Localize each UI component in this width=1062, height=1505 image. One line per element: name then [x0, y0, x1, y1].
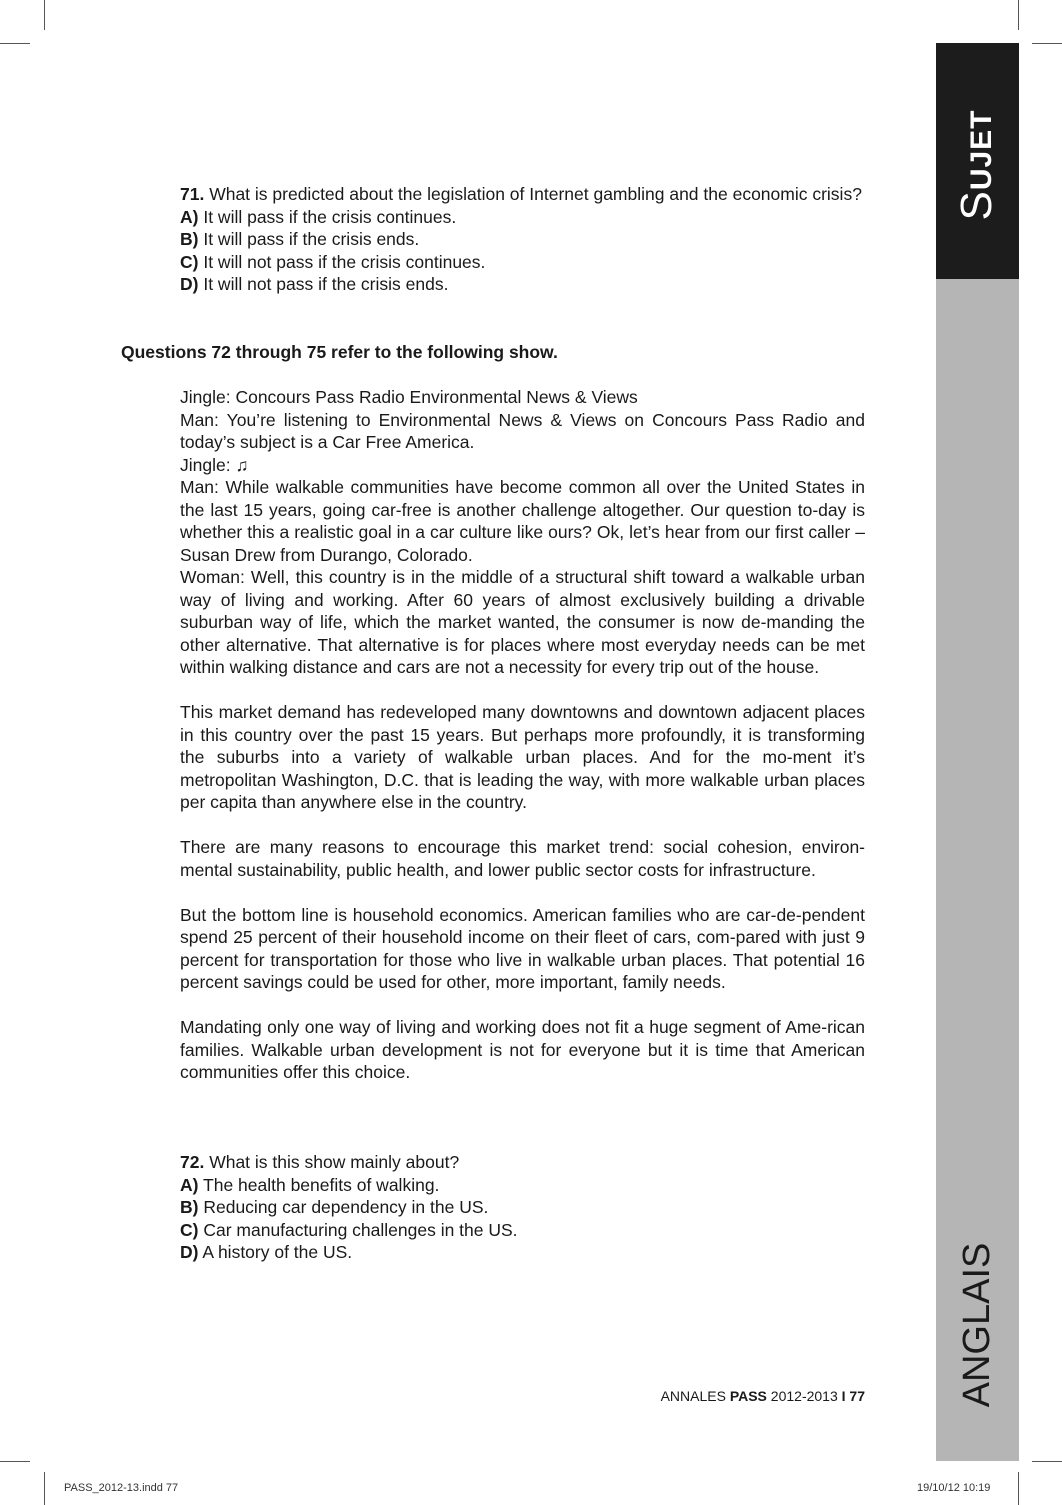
transcript-line: Jingle: ♫	[180, 454, 249, 475]
answer-option: D) A history of the US.	[180, 1242, 353, 1262]
transcript-line: Jingle: Concours Pass Radio Environmental News & Views	[180, 387, 638, 407]
page-number: 77	[849, 1388, 865, 1404]
print-slug-file: PASS_2012-13.indd 77	[64, 1482, 179, 1494]
transcript-paragraph: Mandating only one way of living and working does not fit a huge segment of Ame-rican families. Walkable urban development is not for everyone but it is time that American communities offer this choice.	[180, 1017, 865, 1082]
answer-option: C) It will not pass if the crisis continues.	[180, 251, 486, 272]
crop-mark	[0, 1461, 30, 1462]
question-71-stem: 71. What is predicted about the legislation of Internet gambling and the economic crisis?	[180, 184, 862, 204]
transcript-line: Woman: Well, this country is in the middle of a structural shift toward a walkable urban way of living and working. After 60 years of almost exclusively building a drivable suburban way of life, which the market wanted, the consumer is now de-manding the other alternative. That alternative is for places where most everyday needs can be met within walking distance and cars are not a necessity for every trip out of the house.	[180, 567, 865, 677]
transcript-line: Man: You’re listening to Environmental News & Views on Concours Pass Radio and today’s subject is a Car Free America.	[180, 409, 865, 452]
question-72	[180, 1151, 865, 1264]
answer-option: C) Car manufacturing challenges in the US.	[180, 1219, 518, 1240]
transcript-paragraph: But the bottom line is household economics. American families who are car-de-pendent spend 25 percent of their household income on their fleet of cars, com-pared with just 9 percent for transportation for those who live in walkable urban places. That potential 16 percent savings could be used for other, more important, family needs.	[180, 904, 865, 992]
section-heading: Questions 72 through 75 refer to the following show.	[121, 342, 558, 362]
subject-label: ANGLAIS	[956, 1242, 998, 1408]
answer-option: B) It will pass if the crisis ends.	[180, 229, 420, 249]
crop-mark	[1032, 43, 1062, 44]
crop-mark	[0, 43, 30, 44]
print-slug-date: 19/10/12 10:19	[917, 1482, 991, 1494]
answer-option: A) It will pass if the crisis continues.	[180, 206, 457, 227]
crop-mark	[44, 0, 45, 30]
question-71	[180, 183, 865, 296]
crop-mark	[1032, 1461, 1062, 1462]
question-72-stem: 72. What is this show mainly about?	[180, 1152, 460, 1172]
crop-mark	[1018, 0, 1019, 30]
transcript-paragraph: There are many reasons to encourage this market trend: social cohesion, environ-mental sustainability, public health, and lower public sector costs for infrastructure.	[180, 837, 865, 880]
crop-mark	[1018, 1472, 1019, 1505]
answer-option: B) Reducing car dependency in the US.	[180, 1197, 489, 1217]
page-footer: ANNALES PASS 2012-2013 I 77	[660, 1388, 865, 1404]
section-label: SUJET	[952, 109, 1001, 221]
answer-option: A) The health benefits of walking.	[180, 1174, 440, 1195]
transcript-paragraph: This market demand has redeveloped many downtowns and downtown adjacent places in this country over the past 15 years. But perhaps more profoundly, it is transforming the suburbs into a variety of walkable urban places. And for the mo-ment it’s metropolitan Washington, D.C. that is leading the way, with more walkable urban places per capita than anywhere else in the country.	[180, 702, 865, 812]
answer-option: D) It will not pass if the crisis ends.	[180, 274, 449, 294]
crop-mark	[44, 1472, 45, 1505]
show-transcript	[180, 386, 865, 1084]
transcript-line: Man: While walkable communities have become common all over the United States in the last 15 years, going car-free is another challenge altogether. Our question to-day is whether this a realistic goal in a car culture like ours? Ok, let’s hear from our first caller – Susan Drew from Durango, Colorado.	[180, 477, 865, 565]
